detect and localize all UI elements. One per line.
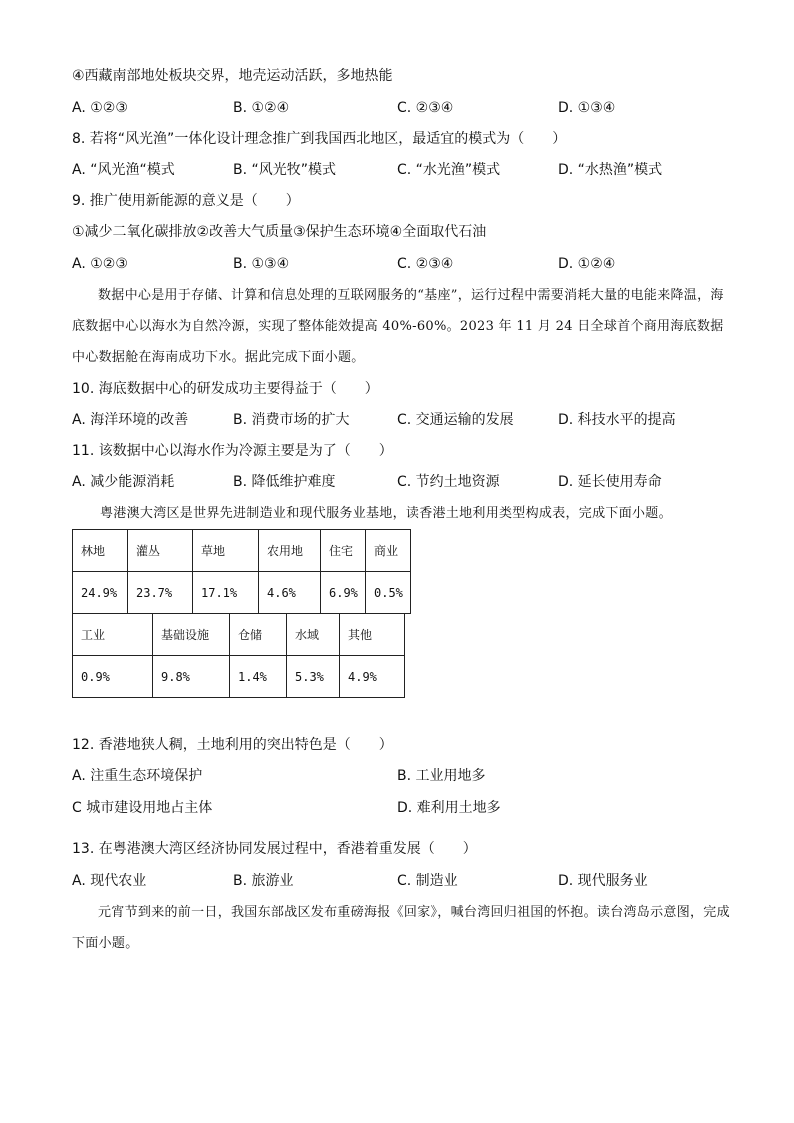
q11-option-c[interactable]: C. 节约土地资源 bbox=[397, 474, 500, 490]
q12-option-c[interactable]: C 城市建设用地占主体 bbox=[72, 800, 213, 816]
q8-option-b[interactable]: B. “风光牧”模式 bbox=[233, 162, 337, 178]
passage-datacenter: 数据中心是用于存储、计算和信息处理的互联网服务的“基座”，运行过程中需要消耗大量的电能来降温，海底数据中心以海水为自然冷源，实现了整体能效提高 40%-60%。2023 年 11 月 24 日全球首个商用海底数据中心数据舱在海南成功下水。据此完成下面小题。 bbox=[72, 288, 724, 365]
q12-option-d[interactable]: D. 难利用土地多 bbox=[397, 800, 501, 816]
table-row bbox=[73, 656, 405, 698]
table-cell: 住宅 bbox=[321, 530, 366, 572]
q11-option-d[interactable]: D. 延长使用寿命 bbox=[558, 474, 662, 490]
table-cell: 4.6% bbox=[259, 572, 321, 614]
q11-option-a[interactable]: A. 减少能源消耗 bbox=[72, 474, 175, 490]
passage-taiwan: 元宵节到来的前一日，我国东部战区发布重磅海报《回家》，喊台湾回归祖国的怀抱。读台湾岛示意图，完成下面小题。 bbox=[72, 905, 730, 951]
passage-gba: 粤港澳大湾区是世界先进制造业和现代服务业基地，读香港土地利用类型构成表，完成下面小题。 bbox=[100, 506, 672, 521]
table-cell: 商业 bbox=[366, 530, 411, 572]
q10-option-d[interactable]: D. 科技水平的提高 bbox=[558, 412, 676, 428]
question-11: 11. 该数据中心以海水作为冷源主要是为了（ ） bbox=[72, 443, 393, 459]
table-cell: 6.9% bbox=[321, 572, 366, 614]
question-13: 13. 在粤港澳大湾区经济协同发展过程中，香港着重发展（ ） bbox=[72, 841, 477, 857]
table-cell: 基础设施 bbox=[153, 614, 230, 656]
q9-option-c[interactable]: C. ②③④ bbox=[397, 256, 454, 272]
q13-option-b[interactable]: B. 旅游业 bbox=[233, 873, 294, 889]
q10-option-c[interactable]: C. 交通运输的发展 bbox=[397, 412, 514, 428]
table-cell: 17.1% bbox=[193, 572, 259, 614]
q12-option-b[interactable]: B. 工业用地多 bbox=[397, 768, 486, 784]
question-12: 12. 香港地狭人稠，土地利用的突出特色是（ ） bbox=[72, 737, 393, 753]
table-cell: 仓储 bbox=[230, 614, 287, 656]
table-cell: 灌丛 bbox=[128, 530, 193, 572]
q13-option-d[interactable]: D. 现代服务业 bbox=[558, 873, 648, 889]
table-cell: 5.3% bbox=[287, 656, 340, 698]
table-cell: 林地 bbox=[73, 530, 128, 572]
table-cell: 农用地 bbox=[259, 530, 321, 572]
q9-items: ①减少二氧化碳排放②改善大气质量③保护生态环境④全面取代石油 bbox=[72, 224, 487, 240]
land-use-table-row1 bbox=[72, 529, 411, 614]
q13-option-c[interactable]: C. 制造业 bbox=[397, 873, 458, 889]
table-row bbox=[73, 572, 411, 614]
table-row bbox=[73, 614, 405, 656]
q12-option-a[interactable]: A. 注重生态环境保护 bbox=[72, 768, 203, 784]
q8-option-c[interactable]: C. “水光渔”模式 bbox=[397, 162, 501, 178]
table-cell: 24.9% bbox=[73, 572, 128, 614]
q7-option-c[interactable]: C. ②③④ bbox=[397, 100, 454, 116]
q11-option-b[interactable]: B. 降低维护难度 bbox=[233, 474, 336, 490]
q9-option-a[interactable]: A. ①②③ bbox=[72, 256, 128, 272]
q7-option-a[interactable]: A. ①②③ bbox=[72, 100, 128, 116]
q10-option-b[interactable]: B. 消费市场的扩大 bbox=[233, 412, 350, 428]
question-10: 10. 海底数据中心的研发成功主要得益于（ ） bbox=[72, 381, 379, 397]
q9-option-d[interactable]: D. ①②④ bbox=[558, 256, 616, 272]
table-cell: 草地 bbox=[193, 530, 259, 572]
table-cell: 23.7% bbox=[128, 572, 193, 614]
table-cell: 0.9% bbox=[73, 656, 153, 698]
question-8: 8. 若将“风光渔”一体化设计理念推广到我国西北地区，最适宜的模式为（ ） bbox=[72, 131, 567, 147]
q7-option-d[interactable]: D. ①③④ bbox=[558, 100, 616, 116]
table-cell: 工业 bbox=[73, 614, 153, 656]
table-cell: 水域 bbox=[287, 614, 340, 656]
table-row bbox=[73, 530, 411, 572]
q10-option-a[interactable]: A. 海洋环境的改善 bbox=[72, 412, 189, 428]
table-cell: 其他 bbox=[340, 614, 405, 656]
table-cell: 0.5% bbox=[366, 572, 411, 614]
question-9: 9. 推广使用新能源的意义是（ ） bbox=[72, 193, 300, 209]
q9-option-b[interactable]: B. ①③④ bbox=[233, 256, 290, 272]
land-use-table-row2 bbox=[72, 613, 405, 698]
q8-option-d[interactable]: D. “水热渔”模式 bbox=[558, 162, 663, 178]
q13-option-a[interactable]: A. 现代农业 bbox=[72, 873, 147, 889]
q8-option-a[interactable]: A. “风光渔“模式 bbox=[72, 162, 175, 178]
q7-option-b[interactable]: B. ①②④ bbox=[233, 100, 290, 116]
table-cell: 4.9% bbox=[340, 656, 405, 698]
statement-4: ④西藏南部地处板块交界，地壳运动活跃，多地热能 bbox=[72, 68, 393, 84]
table-cell: 1.4% bbox=[230, 656, 287, 698]
table-cell: 9.8% bbox=[153, 656, 230, 698]
